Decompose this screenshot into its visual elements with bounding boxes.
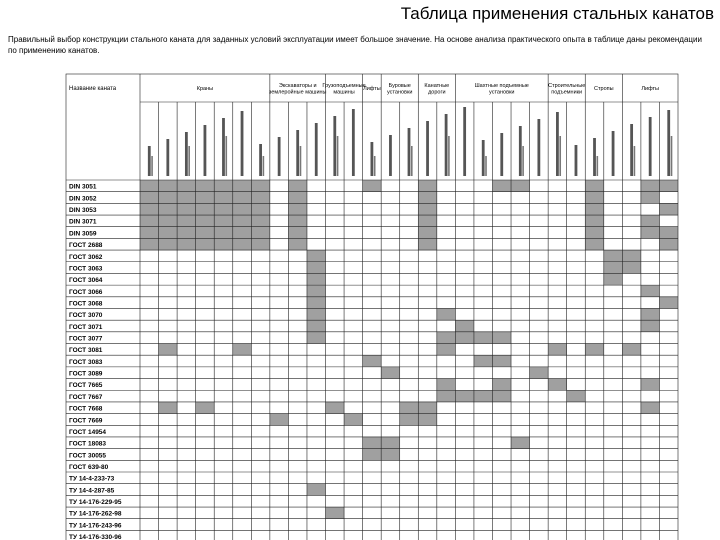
filled-cell [585, 344, 604, 356]
column-header-mark [500, 133, 503, 176]
filled-cell [251, 180, 270, 192]
filled-cell [326, 507, 345, 519]
column-header-mark [315, 123, 318, 176]
filled-cell [585, 203, 604, 215]
filled-cell [140, 203, 159, 215]
filled-cell [214, 215, 233, 227]
filled-cell [659, 203, 678, 215]
row-label: DIN 3059 [69, 230, 97, 238]
row-label: DIN 3052 [69, 195, 97, 203]
column-header-mark [225, 136, 227, 176]
filled-cell [251, 238, 270, 250]
row-label: ГОСТ 3063 [69, 265, 103, 273]
row-label: ТУ 14-176-330-96 [69, 534, 122, 540]
filled-cell [437, 308, 456, 320]
column-header-mark [537, 119, 540, 176]
filled-cell [307, 332, 326, 344]
filled-cell [214, 180, 233, 192]
filled-cell [492, 180, 511, 192]
group-header: Строительные [548, 82, 586, 89]
column-header-mark [485, 156, 487, 176]
filled-cell [233, 227, 252, 239]
column-header-mark [204, 125, 207, 176]
row-label: ТУ 14-4-287-85 [69, 487, 115, 495]
column-header-mark [148, 146, 151, 176]
row-label: ГОСТ 3068 [69, 300, 103, 308]
filled-cell [159, 203, 178, 215]
row-label: ГОСТ 18083 [69, 440, 107, 448]
filled-cell [604, 273, 623, 285]
column-header-mark [337, 136, 339, 176]
row-label: DIN 3053 [69, 207, 97, 215]
intro-text: Правильный выбор конструкции стального каната для заданных условий эксплуатации имеет большое значение. На основе анализа практического опыта в таблице даны рекомендации по применению канатов. [8, 35, 702, 55]
filled-cell [455, 332, 474, 344]
filled-cell [307, 308, 326, 320]
column-header-mark [556, 112, 559, 176]
filled-cell [177, 215, 196, 227]
filled-cell [140, 238, 159, 250]
filled-cell [641, 215, 660, 227]
filled-cell [159, 180, 178, 192]
filled-cell [251, 203, 270, 215]
column-header-mark [241, 111, 244, 176]
row-label: ГОСТ 7667 [69, 393, 103, 401]
filled-cell [381, 449, 400, 461]
filled-cell [233, 192, 252, 204]
group-header: Грузоподъемные [322, 82, 366, 89]
column-header-mark [463, 107, 466, 176]
filled-cell [437, 344, 456, 356]
filled-cell [641, 192, 660, 204]
column-header-mark [575, 145, 578, 176]
group-header: Лифты [363, 86, 381, 92]
filled-cell [214, 203, 233, 215]
column-header-mark [411, 146, 413, 176]
column-header-mark [649, 117, 652, 176]
filled-cell [474, 332, 493, 344]
column-header-mark [151, 156, 153, 176]
column-header-mark [522, 146, 524, 176]
group-header: установки [489, 89, 515, 96]
group-header: землеройные машины [268, 89, 327, 96]
row-label: ГОСТ 7669 [69, 417, 103, 425]
filled-cell [474, 390, 493, 402]
filled-cell [641, 379, 660, 391]
row-label: ГОСТ 3077 [69, 335, 103, 343]
filled-cell [400, 414, 419, 426]
filled-cell [641, 402, 660, 414]
filled-cell [641, 308, 660, 320]
row-label: ГОСТ 30055 [69, 452, 107, 460]
filled-cell [233, 238, 252, 250]
column-header-mark [278, 137, 281, 176]
filled-cell [418, 414, 437, 426]
filled-cell [567, 390, 586, 402]
column-header-mark [188, 146, 190, 176]
filled-cell [437, 390, 456, 402]
filled-cell [196, 238, 215, 250]
filled-cell [585, 180, 604, 192]
filled-cell [196, 192, 215, 204]
filled-cell [622, 250, 641, 262]
filled-cell [548, 379, 567, 391]
filled-cell [418, 238, 437, 250]
filled-cell [159, 344, 178, 356]
row-label: DIN 3051 [69, 183, 97, 191]
row-label: ГОСТ 2688 [69, 242, 103, 250]
row-label: DIN 3071 [69, 218, 97, 226]
filled-cell [307, 250, 326, 262]
column-header-mark [389, 135, 392, 176]
column-header-mark [559, 136, 561, 176]
column-header-mark [166, 139, 169, 176]
row-label: ГОСТ 3083 [69, 358, 103, 366]
column-header-mark [333, 116, 336, 176]
filled-cell [307, 320, 326, 332]
filled-cell [641, 320, 660, 332]
filled-cell [140, 215, 159, 227]
filled-cell [214, 192, 233, 204]
filled-cell [288, 180, 307, 192]
filled-cell [307, 262, 326, 274]
filled-cell [659, 238, 678, 250]
filled-cell [659, 297, 678, 309]
filled-cell [251, 227, 270, 239]
page-title: Таблица применения стальных канатов [400, 4, 714, 23]
filled-cell [418, 227, 437, 239]
column-header-mark [259, 144, 262, 176]
filled-cell [363, 437, 382, 449]
filled-cell [492, 332, 511, 344]
filled-cell [492, 379, 511, 391]
filled-cell [270, 414, 289, 426]
filled-cell [363, 449, 382, 461]
column-header-mark [519, 126, 522, 176]
filled-cell [159, 215, 178, 227]
filled-cell [307, 297, 326, 309]
group-header: Экскаваторы и [278, 82, 317, 89]
filled-cell [214, 227, 233, 239]
filled-cell [418, 203, 437, 215]
filled-cell [659, 180, 678, 192]
filled-cell [400, 402, 419, 414]
filled-cell [530, 367, 549, 379]
group-header: установки [386, 89, 413, 96]
column-header-mark [300, 146, 302, 176]
filled-cell [437, 379, 456, 391]
row-label: ГОСТ 7668 [69, 405, 103, 413]
filled-cell [196, 215, 215, 227]
filled-cell [307, 285, 326, 297]
filled-cell [548, 344, 567, 356]
filled-cell [641, 227, 660, 239]
row-label: ТУ 14-176-262-98 [69, 510, 122, 518]
filled-cell [233, 215, 252, 227]
row-label: ТУ 14-176-243-96 [69, 522, 122, 530]
filled-cell [140, 180, 159, 192]
filled-cell [363, 180, 382, 192]
filled-cell [622, 262, 641, 274]
row-label: ГОСТ 3066 [69, 288, 103, 296]
column-header-mark [374, 156, 376, 176]
group-header: Стропы [594, 86, 614, 92]
column-header-mark [448, 136, 450, 176]
filled-cell [604, 262, 623, 274]
filled-cell [288, 215, 307, 227]
column-header-mark [667, 110, 670, 176]
filled-cell [492, 355, 511, 367]
column-header-mark [222, 118, 225, 176]
filled-cell [344, 414, 363, 426]
filled-cell [307, 273, 326, 285]
group-header: машины [333, 89, 355, 96]
filled-cell [159, 402, 178, 414]
row-label: ГОСТ 3064 [69, 277, 103, 285]
filled-cell [585, 215, 604, 227]
filled-cell [196, 180, 215, 192]
column-header-mark [612, 131, 615, 176]
filled-cell [622, 344, 641, 356]
filled-cell [159, 192, 178, 204]
row-label: ГОСТ 3081 [69, 347, 103, 355]
group-header: Буровые [388, 82, 411, 89]
filled-cell [381, 367, 400, 379]
filled-cell [177, 227, 196, 239]
filled-cell [437, 332, 456, 344]
filled-cell [641, 285, 660, 297]
filled-cell [159, 227, 178, 239]
row-label: ГОСТ 3070 [69, 312, 103, 320]
row-label: ГОСТ 14954 [69, 428, 107, 436]
column-header-mark [630, 124, 633, 176]
column-header-mark [634, 146, 636, 176]
row-label: ГОСТ 7665 [69, 382, 103, 390]
filled-cell [585, 238, 604, 250]
filled-cell [177, 180, 196, 192]
filled-cell [196, 227, 215, 239]
row-label: ТУ 14-4-233-73 [69, 475, 115, 483]
column-header-mark [445, 114, 448, 176]
filled-cell [363, 355, 382, 367]
filled-cell [455, 390, 474, 402]
filled-cell [251, 215, 270, 227]
filled-cell [585, 192, 604, 204]
column-header-mark [597, 156, 599, 176]
filled-cell [233, 180, 252, 192]
row-label: ГОСТ 3071 [69, 323, 103, 331]
filled-cell [418, 192, 437, 204]
column-header-mark [370, 142, 373, 176]
filled-cell [233, 344, 252, 356]
filled-cell [233, 203, 252, 215]
column-header-mark [426, 121, 429, 176]
filled-cell [307, 484, 326, 496]
group-header: Краны [196, 86, 214, 92]
filled-cell [604, 250, 623, 262]
filled-cell [140, 227, 159, 239]
row-label: ГОСТ 3062 [69, 253, 103, 261]
column-header-mark [482, 140, 485, 176]
filled-cell [288, 227, 307, 239]
filled-cell [288, 238, 307, 250]
group-header: Шахтные подъемные [474, 82, 529, 89]
row-label: ГОСТ 3089 [69, 370, 103, 378]
column-header-mark [593, 138, 596, 176]
row-label: ГОСТ 639-80 [69, 464, 109, 471]
column-header-mark [296, 130, 299, 176]
column-header-mark [408, 128, 411, 176]
corner-label: Название каната [69, 86, 117, 92]
filled-cell [288, 192, 307, 204]
filled-cell [288, 203, 307, 215]
filled-cell [474, 355, 493, 367]
column-header-mark [263, 156, 265, 176]
filled-cell [140, 192, 159, 204]
filled-cell [251, 192, 270, 204]
column-header-mark [185, 132, 188, 176]
filled-cell [381, 437, 400, 449]
filled-cell [177, 203, 196, 215]
group-header: подъемники [551, 89, 583, 96]
group-header: Канатные [424, 82, 450, 89]
group-header: дороги [428, 89, 446, 96]
filled-cell [177, 238, 196, 250]
filled-cell [659, 227, 678, 239]
filled-cell [196, 402, 215, 414]
row-label: ТУ 14-176-229-95 [69, 499, 122, 507]
filled-cell [326, 402, 345, 414]
filled-cell [214, 238, 233, 250]
column-header-mark [352, 109, 355, 176]
filled-cell [418, 180, 437, 192]
filled-cell [511, 180, 530, 192]
filled-cell [177, 192, 196, 204]
filled-cell [455, 320, 474, 332]
filled-cell [641, 180, 660, 192]
filled-cell [511, 437, 530, 449]
group-header: Лифты [641, 86, 659, 92]
filled-cell [159, 238, 178, 250]
column-header-mark [671, 136, 673, 176]
filled-cell [492, 390, 511, 402]
filled-cell [196, 203, 215, 215]
filled-cell [585, 227, 604, 239]
filled-cell [418, 402, 437, 414]
filled-cell [418, 215, 437, 227]
